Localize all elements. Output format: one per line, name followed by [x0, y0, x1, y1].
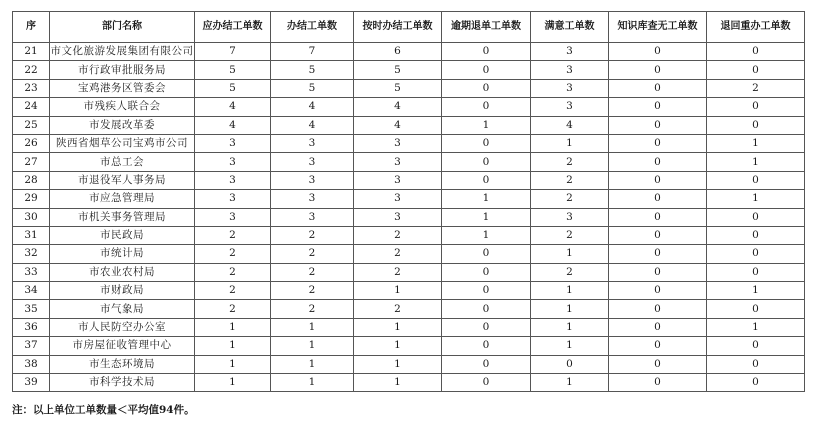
- cell-on-time: 2: [354, 300, 442, 318]
- cell-satisfied: 2: [531, 153, 609, 171]
- cell-kb-not-found: 0: [609, 318, 707, 336]
- cell-due: 4: [195, 116, 271, 134]
- cell-returned-redo: 0: [707, 337, 805, 355]
- cell-completed: 3: [271, 171, 354, 189]
- cell-kb-not-found: 0: [609, 282, 707, 300]
- cell-satisfied: 3: [531, 208, 609, 226]
- cell-on-time: 4: [354, 98, 442, 116]
- cell-index: 38: [13, 355, 50, 373]
- cell-department: 市生态环境局: [50, 355, 195, 373]
- table-row: [13, 245, 805, 263]
- cell-satisfied: 2: [531, 263, 609, 281]
- table-row: [13, 337, 805, 355]
- cell-department: 市农业农村局: [50, 263, 195, 281]
- cell-department: 宝鸡港务区管委会: [50, 79, 195, 97]
- cell-overdue-return: 1: [442, 116, 531, 134]
- cell-completed: 2: [271, 282, 354, 300]
- cell-overdue-return: 0: [442, 153, 531, 171]
- cell-returned-redo: 0: [707, 98, 805, 116]
- cell-department: 市气象局: [50, 300, 195, 318]
- cell-overdue-return: 0: [442, 245, 531, 263]
- cell-on-time: 1: [354, 374, 442, 392]
- cell-department: 市人民防空办公室: [50, 318, 195, 336]
- cell-on-time: 3: [354, 190, 442, 208]
- cell-kb-not-found: 0: [609, 245, 707, 263]
- cell-kb-not-found: 0: [609, 355, 707, 373]
- cell-index: 28: [13, 171, 50, 189]
- cell-returned-redo: 0: [707, 61, 805, 79]
- cell-due: 3: [195, 153, 271, 171]
- cell-due: 2: [195, 300, 271, 318]
- cell-kb-not-found: 0: [609, 337, 707, 355]
- cell-index: 24: [13, 98, 50, 116]
- cell-satisfied: 1: [531, 374, 609, 392]
- cell-returned-redo: 0: [707, 263, 805, 281]
- table-row: [13, 171, 805, 189]
- cell-overdue-return: 0: [442, 318, 531, 336]
- cell-returned-redo: 1: [707, 190, 805, 208]
- cell-index: 39: [13, 374, 50, 392]
- cell-department: 市行政审批服务局: [50, 61, 195, 79]
- cell-department: 市民政局: [50, 226, 195, 244]
- cell-satisfied: 1: [531, 300, 609, 318]
- cell-overdue-return: 1: [442, 226, 531, 244]
- cell-department: 市机关事务管理局: [50, 208, 195, 226]
- cell-index: 22: [13, 61, 50, 79]
- cell-completed: 1: [271, 337, 354, 355]
- cell-due: 3: [195, 190, 271, 208]
- cell-on-time: 3: [354, 208, 442, 226]
- col-header-returned-redo: 退回重办工单数: [707, 12, 805, 43]
- cell-index: 26: [13, 134, 50, 152]
- cell-completed: 5: [271, 79, 354, 97]
- cell-kb-not-found: 0: [609, 226, 707, 244]
- cell-returned-redo: 0: [707, 116, 805, 134]
- cell-kb-not-found: 0: [609, 374, 707, 392]
- header-row: [13, 12, 805, 43]
- cell-on-time: 4: [354, 116, 442, 134]
- cell-overdue-return: 0: [442, 43, 531, 61]
- table-body: [13, 43, 805, 392]
- cell-satisfied: 4: [531, 116, 609, 134]
- cell-due: 3: [195, 134, 271, 152]
- col-header-satisfied: 满意工单数: [531, 12, 609, 43]
- cell-on-time: 1: [354, 337, 442, 355]
- cell-satisfied: 1: [531, 245, 609, 263]
- cell-index: 35: [13, 300, 50, 318]
- cell-completed: 4: [271, 116, 354, 134]
- cell-department: 市应急管理局: [50, 190, 195, 208]
- col-header-index: 序: [13, 12, 50, 43]
- cell-kb-not-found: 0: [609, 190, 707, 208]
- cell-completed: 1: [271, 374, 354, 392]
- cell-satisfied: 0: [531, 355, 609, 373]
- cell-due: 3: [195, 208, 271, 226]
- cell-overdue-return: 1: [442, 208, 531, 226]
- cell-satisfied: 3: [531, 98, 609, 116]
- cell-completed: 4: [271, 98, 354, 116]
- cell-index: 34: [13, 282, 50, 300]
- cell-completed: 5: [271, 61, 354, 79]
- cell-returned-redo: 1: [707, 282, 805, 300]
- cell-due: 2: [195, 245, 271, 263]
- table-row: [13, 355, 805, 373]
- cell-on-time: 3: [354, 153, 442, 171]
- cell-completed: 3: [271, 190, 354, 208]
- cell-returned-redo: 0: [707, 226, 805, 244]
- cell-satisfied: 1: [531, 318, 609, 336]
- cell-on-time: 5: [354, 79, 442, 97]
- cell-completed: 2: [271, 300, 354, 318]
- cell-kb-not-found: 0: [609, 43, 707, 61]
- cell-department: 市财政局: [50, 282, 195, 300]
- cell-index: 33: [13, 263, 50, 281]
- cell-on-time: 1: [354, 318, 442, 336]
- cell-on-time: 2: [354, 263, 442, 281]
- cell-on-time: 3: [354, 134, 442, 152]
- cell-completed: 7: [271, 43, 354, 61]
- cell-satisfied: 3: [531, 79, 609, 97]
- col-header-on-time: 按时办结工单数: [354, 12, 442, 43]
- work-order-table: [12, 11, 805, 392]
- cell-department: 市科学技术局: [50, 374, 195, 392]
- cell-kb-not-found: 0: [609, 98, 707, 116]
- cell-satisfied: 2: [531, 171, 609, 189]
- table-row: [13, 300, 805, 318]
- cell-due: 4: [195, 98, 271, 116]
- cell-index: 31: [13, 226, 50, 244]
- table-row: [13, 116, 805, 134]
- cell-overdue-return: 0: [442, 263, 531, 281]
- cell-index: 23: [13, 79, 50, 97]
- table-row: [13, 226, 805, 244]
- cell-completed: 3: [271, 134, 354, 152]
- cell-returned-redo: 1: [707, 134, 805, 152]
- cell-due: 5: [195, 79, 271, 97]
- cell-department: 市发展改革委: [50, 116, 195, 134]
- cell-index: 25: [13, 116, 50, 134]
- cell-satisfied: 3: [531, 43, 609, 61]
- cell-completed: 1: [271, 318, 354, 336]
- cell-completed: 1: [271, 355, 354, 373]
- cell-due: 2: [195, 226, 271, 244]
- cell-satisfied: 1: [531, 282, 609, 300]
- cell-index: 36: [13, 318, 50, 336]
- cell-satisfied: 1: [531, 337, 609, 355]
- cell-returned-redo: 0: [707, 208, 805, 226]
- col-header-completed: 办结工单数: [271, 12, 354, 43]
- cell-returned-redo: 0: [707, 355, 805, 373]
- cell-kb-not-found: 0: [609, 134, 707, 152]
- cell-on-time: 2: [354, 245, 442, 263]
- cell-returned-redo: 0: [707, 300, 805, 318]
- cell-completed: 3: [271, 153, 354, 171]
- cell-index: 29: [13, 190, 50, 208]
- table-header: [13, 12, 805, 43]
- cell-completed: 2: [271, 263, 354, 281]
- cell-kb-not-found: 0: [609, 61, 707, 79]
- cell-kb-not-found: 0: [609, 263, 707, 281]
- data-table-container: [12, 11, 804, 392]
- cell-satisfied: 1: [531, 134, 609, 152]
- cell-department: 陕西省烟草公司宝鸡市公司: [50, 134, 195, 152]
- cell-due: 3: [195, 171, 271, 189]
- table-row: [13, 43, 805, 61]
- cell-due: 2: [195, 282, 271, 300]
- cell-overdue-return: 0: [442, 134, 531, 152]
- table-row: [13, 208, 805, 226]
- cell-department: 市退役军人事务局: [50, 171, 195, 189]
- table-row: [13, 79, 805, 97]
- cell-due: 2: [195, 263, 271, 281]
- cell-returned-redo: 0: [707, 171, 805, 189]
- cell-overdue-return: 0: [442, 355, 531, 373]
- cell-overdue-return: 0: [442, 282, 531, 300]
- table-row: [13, 282, 805, 300]
- cell-overdue-return: 0: [442, 61, 531, 79]
- cell-kb-not-found: 0: [609, 300, 707, 318]
- cell-on-time: 3: [354, 171, 442, 189]
- cell-overdue-return: 0: [442, 98, 531, 116]
- cell-kb-not-found: 0: [609, 153, 707, 171]
- table-row: [13, 190, 805, 208]
- cell-due: 1: [195, 337, 271, 355]
- col-header-department: 部门名称: [50, 12, 195, 43]
- cell-department: 市房屋征收管理中心: [50, 337, 195, 355]
- cell-due: 1: [195, 318, 271, 336]
- cell-index: 37: [13, 337, 50, 355]
- cell-satisfied: 3: [531, 61, 609, 79]
- cell-overdue-return: 0: [442, 300, 531, 318]
- cell-due: 7: [195, 43, 271, 61]
- cell-completed: 2: [271, 245, 354, 263]
- cell-completed: 2: [271, 226, 354, 244]
- cell-department: 市文化旅游发展集团有限公司: [50, 43, 195, 61]
- cell-returned-redo: 0: [707, 43, 805, 61]
- cell-due: 1: [195, 374, 271, 392]
- cell-kb-not-found: 0: [609, 79, 707, 97]
- cell-index: 32: [13, 245, 50, 263]
- cell-overdue-return: 1: [442, 190, 531, 208]
- table-row: [13, 318, 805, 336]
- cell-satisfied: 2: [531, 226, 609, 244]
- cell-returned-redo: 2: [707, 79, 805, 97]
- col-header-due: 应办结工单数: [195, 12, 271, 43]
- cell-on-time: 6: [354, 43, 442, 61]
- cell-on-time: 5: [354, 61, 442, 79]
- cell-index: 30: [13, 208, 50, 226]
- table-row: [13, 153, 805, 171]
- table-row: [13, 263, 805, 281]
- table-row: [13, 134, 805, 152]
- cell-returned-redo: 1: [707, 153, 805, 171]
- cell-kb-not-found: 0: [609, 116, 707, 134]
- cell-department: 市统计局: [50, 245, 195, 263]
- cell-returned-redo: 1: [707, 318, 805, 336]
- cell-kb-not-found: 0: [609, 208, 707, 226]
- cell-due: 1: [195, 355, 271, 373]
- cell-returned-redo: 0: [707, 245, 805, 263]
- cell-department: 市总工会: [50, 153, 195, 171]
- table-footnote: 注：以上单位工单数量＜平均值94件。: [12, 404, 195, 416]
- cell-satisfied: 2: [531, 190, 609, 208]
- cell-due: 5: [195, 61, 271, 79]
- cell-index: 21: [13, 43, 50, 61]
- cell-kb-not-found: 0: [609, 171, 707, 189]
- cell-overdue-return: 0: [442, 79, 531, 97]
- cell-index: 27: [13, 153, 50, 171]
- cell-completed: 3: [271, 208, 354, 226]
- cell-overdue-return: 0: [442, 337, 531, 355]
- table-row: [13, 98, 805, 116]
- cell-on-time: 1: [354, 355, 442, 373]
- cell-returned-redo: 0: [707, 374, 805, 392]
- cell-department: 市残疾人联合会: [50, 98, 195, 116]
- cell-overdue-return: 0: [442, 374, 531, 392]
- cell-on-time: 1: [354, 282, 442, 300]
- table-row: [13, 374, 805, 392]
- col-header-overdue-return: 逾期退单工单数: [442, 12, 531, 43]
- col-header-kb-not-found: 知识库查无工单数: [609, 12, 707, 43]
- table-row: [13, 61, 805, 79]
- cell-overdue-return: 0: [442, 171, 531, 189]
- cell-on-time: 2: [354, 226, 442, 244]
